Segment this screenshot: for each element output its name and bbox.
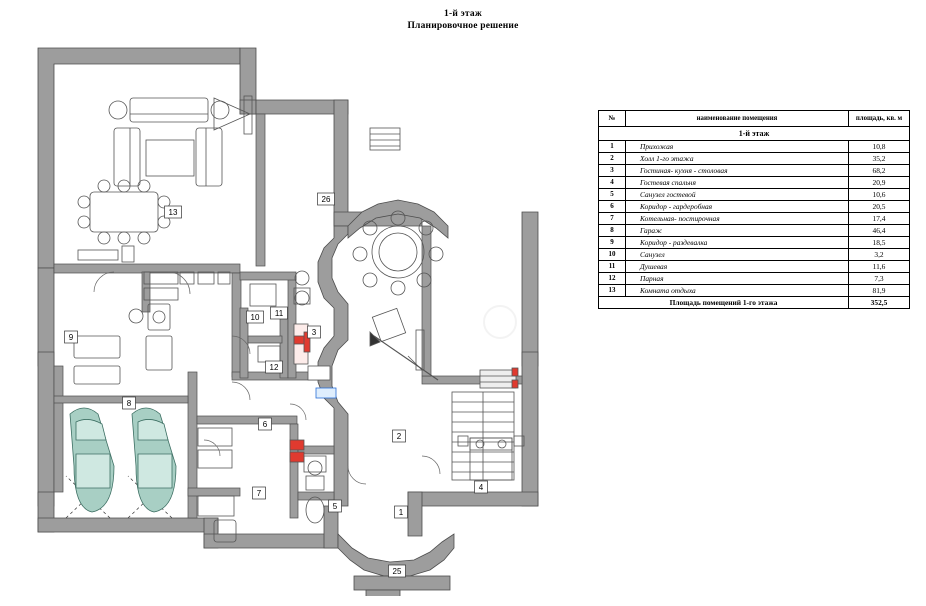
room-number-cell: 12 (599, 273, 626, 285)
floor-plan-drawing (18, 36, 578, 596)
drawing-title-line-2: Планировочное решение (407, 21, 519, 31)
table-row (599, 165, 910, 177)
room-number-cell: 9 (599, 237, 626, 249)
room-tag-label: 7 (256, 489, 262, 499)
room-area-cell: 46,4 (849, 225, 910, 237)
room-number-cell: 13 (599, 285, 626, 297)
total-area: 352,5 (849, 297, 910, 309)
room-number-cell: 2 (599, 153, 626, 165)
room-name-cell: Санузел (626, 249, 849, 261)
room-name-cell: Гостевая спальня (626, 177, 849, 189)
room-tag-label: 9 (68, 333, 74, 343)
drawing-title (0, 8, 926, 32)
room-number-cell: 3 (599, 165, 626, 177)
room-name-cell: Прихожая (626, 141, 849, 153)
room-number-cell: 8 (599, 225, 626, 237)
room-tag-label: 4 (478, 483, 484, 493)
table-total-row (599, 297, 910, 309)
total-label: Площадь помещений 1-го этажа (599, 297, 849, 309)
table-row (599, 213, 910, 225)
room-area-cell: 10,8 (849, 141, 910, 153)
room-tag-label: 3 (311, 328, 317, 338)
room-name-cell: Парная (626, 273, 849, 285)
room-tag-label: 13 (168, 208, 178, 218)
room-tag-label: 5 (332, 502, 338, 512)
table-row (599, 237, 910, 249)
room-area-cell: 11,6 (849, 261, 910, 273)
room-number-cell: 6 (599, 201, 626, 213)
room-tag-label: 10 (250, 313, 260, 323)
room-name-cell: Душевая (626, 261, 849, 273)
section-label: 1-й этаж (599, 127, 910, 141)
room-name-cell: Котельная- постирочная (626, 213, 849, 225)
room-number-cell: 1 (599, 141, 626, 153)
table-row (599, 201, 910, 213)
table-row (599, 273, 910, 285)
room-number-cell: 5 (599, 189, 626, 201)
room-tag-label: 8 (126, 399, 132, 409)
room-number-cell: 11 (599, 261, 626, 273)
room-number-cell: 4 (599, 177, 626, 189)
room-tag-label: 1 (398, 508, 404, 518)
header-area: площадь, кв. м (849, 111, 910, 127)
room-area-cell: 17,4 (849, 213, 910, 225)
header-number: № (599, 111, 626, 127)
room-name-cell: Гостиная- кухня - столовая (626, 165, 849, 177)
room-tag-label: 25 (392, 567, 402, 577)
room-name-cell: Комната отдыха (626, 285, 849, 297)
room-number-cell: 10 (599, 249, 626, 261)
room-area-cell: 20,5 (849, 201, 910, 213)
room-name-cell: Коридор - раздевалка (626, 237, 849, 249)
room-name-cell: Гараж (626, 225, 849, 237)
table-header-row (599, 111, 910, 127)
room-tag-label: 11 (274, 309, 284, 319)
header-room-name: наименование помещения (626, 111, 849, 127)
drawing-title-line-1: 1-й этаж (444, 9, 482, 19)
table-row (599, 261, 910, 273)
table-row (599, 249, 910, 261)
table-section-row (599, 127, 910, 141)
table-row (599, 141, 910, 153)
room-area-cell: 10,6 (849, 189, 910, 201)
room-tag-label: 12 (269, 363, 279, 373)
room-area-cell: 20,9 (849, 177, 910, 189)
room-name-cell: Холл 1-го этажа (626, 153, 849, 165)
room-area-cell: 35,2 (849, 153, 910, 165)
room-area-cell: 18,5 (849, 237, 910, 249)
room-tag-label: 2 (396, 432, 402, 442)
table-row (599, 189, 910, 201)
table-row (599, 285, 910, 297)
room-name-cell: Санузел гостевой (626, 189, 849, 201)
room-area-cell: 68,2 (849, 165, 910, 177)
table-row (599, 177, 910, 189)
table-row (599, 153, 910, 165)
room-area-cell: 7,3 (849, 273, 910, 285)
room-tag-label: 6 (262, 420, 268, 430)
room-number-cell: 7 (599, 213, 626, 225)
room-area-cell: 81,9 (849, 285, 910, 297)
room-tag-label: 26 (321, 195, 331, 205)
room-area-cell: 3,2 (849, 249, 910, 261)
room-schedule-table (598, 110, 910, 309)
room-name-cell: Коридор - гардеробная (626, 201, 849, 213)
table-row (599, 225, 910, 237)
